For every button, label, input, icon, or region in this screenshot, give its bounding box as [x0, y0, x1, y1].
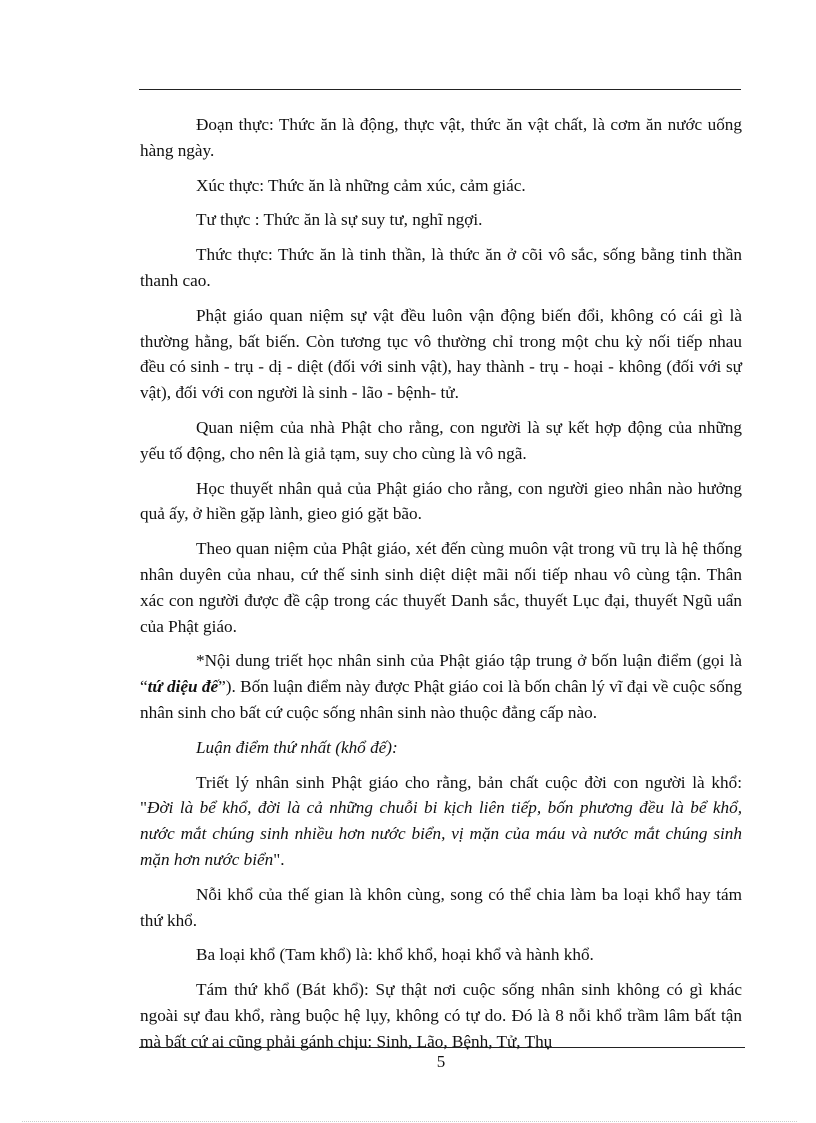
- paragraph-tu-thuc: Tư thực : Thức ăn là sự suy tư, nghĩ ngợi.: [196, 210, 483, 230]
- ban-chat-kho-trailing-text: ".: [273, 849, 285, 869]
- paragraph-tu-dieu-de: [140, 648, 742, 725]
- ban-chat-kho-lead-text: Triết lý nhân sinh Phật giáo cho rằng, bản chất cuộc đời con người là khổ: ": [140, 772, 742, 818]
- paragraph-xuc-thuc: Xúc thực: Thức ăn là những cảm xúc, cảm giác.: [196, 175, 526, 195]
- header-rule: [139, 89, 741, 90]
- paragraph-doan-thuc: Đoạn thực: Thức ăn là động, thực vật, thức ăn vật chất, là cơm ăn nước uống hàng ngày.: [140, 115, 742, 160]
- tu-dieu-de-trailing-text: ”). Bốn luận điểm này được Phật giáo coi là bốn chân lý vĩ đại về cuộc sống nhân sinh cho bất cứ cuộc sống nhân sinh nào thuộc đẳng cấp nào.: [140, 677, 742, 722]
- tu-dieu-de-emphasis: tứ diệu đế: [147, 677, 219, 697]
- page-body: [140, 112, 742, 1064]
- tu-dieu-de-lead-text: *Nội dung triết học nhân sinh của Phật giáo tập trung ở bốn luận điểm (gọi là “: [140, 651, 742, 697]
- ban-chat-kho-quote: Đời là bể khổ, đời là cả những chuỗi bi kịch liên tiếp, bốn phương đều là bể khổ, nước mắt chúng sinh nhiều hơn nước biển, vị mặn của máu và nước mắt chúng sinh mặn hơn nước biển: [140, 798, 742, 869]
- paragraph-thuc-thuc: Thức thực: Thức ăn là tinh thần, là thức ăn ở cõi vô sắc, sống bằng tinh thần thanh cao.: [140, 245, 742, 290]
- paragraph-nhan-duyen: Theo quan niệm của Phật giáo, xét đến cùng muôn vật trong vũ trụ là hệ thống nhân duyên của nhau, cứ thế sinh sinh diệt diệt mãi nối tiếp nhau vô cùng tận. Thân xác con người được đề cập trong các thuyết Danh sắc, thuyết Lục đại, thuyết Ngũ uẩn của Phật giáo.: [140, 539, 742, 636]
- heading-kho-de: Luận điểm thứ nhất (khổ đế):: [196, 737, 398, 757]
- paragraph-ban-chat-kho: [140, 770, 742, 873]
- paragraph-bat-kho: Tám thứ khổ (Bát khổ): Sự thật nơi cuộc sống nhân sinh không có gì khác ngoài sự đau khổ, ràng buộc hệ lụy, không có tự do. Đó là 8 nỗi khổ trầm lâm bất tận mà bất cứ ai cũng phải gánh chịu: Sinh, Lão, Bệnh, Tử, Thụ: [140, 980, 742, 1051]
- paragraph-noi-kho: Nỗi khổ của thế gian là khôn cùng, song có thể chia làm ba loại khổ hay tám thứ khổ.: [140, 884, 742, 930]
- bottom-dotted-border: [22, 1121, 797, 1122]
- paragraph-vo-nga: Quan niệm của nhà Phật cho rằng, con người là sự kết hợp động của những yếu tố động, cho nên là giả tạm, suy cho cùng là vô ngã.: [140, 417, 742, 463]
- paragraph-van-dong-bien-doi: Phật giáo quan niệm sự vật đều luôn vận động biến đổi, không có cái gì là thường hằng, bất biến. Còn tương tục vô thường chỉ trong một chu kỳ nối tiếp nhau đều có sinh - trụ - dị - diệt (đối với sinh vật), hay thành - trụ - hoại - không (đối với sự vật), đối với con người là sinh - lão - bệnh- tử.: [140, 305, 742, 403]
- paragraph-tam-kho: Ba loại khổ (Tam khổ) là: khổ khổ, hoại khổ và hành khổ.: [196, 945, 594, 965]
- footer-rule: [139, 1047, 745, 1048]
- paragraph-nhan-qua: Học thuyết nhân quả của Phật giáo cho rằng, con người gieo nhân nào hưởng quả ấy, ở hiền gặp lành, gieo gió gặt bão.: [140, 478, 742, 524]
- page-number: 5: [436, 1052, 446, 1071]
